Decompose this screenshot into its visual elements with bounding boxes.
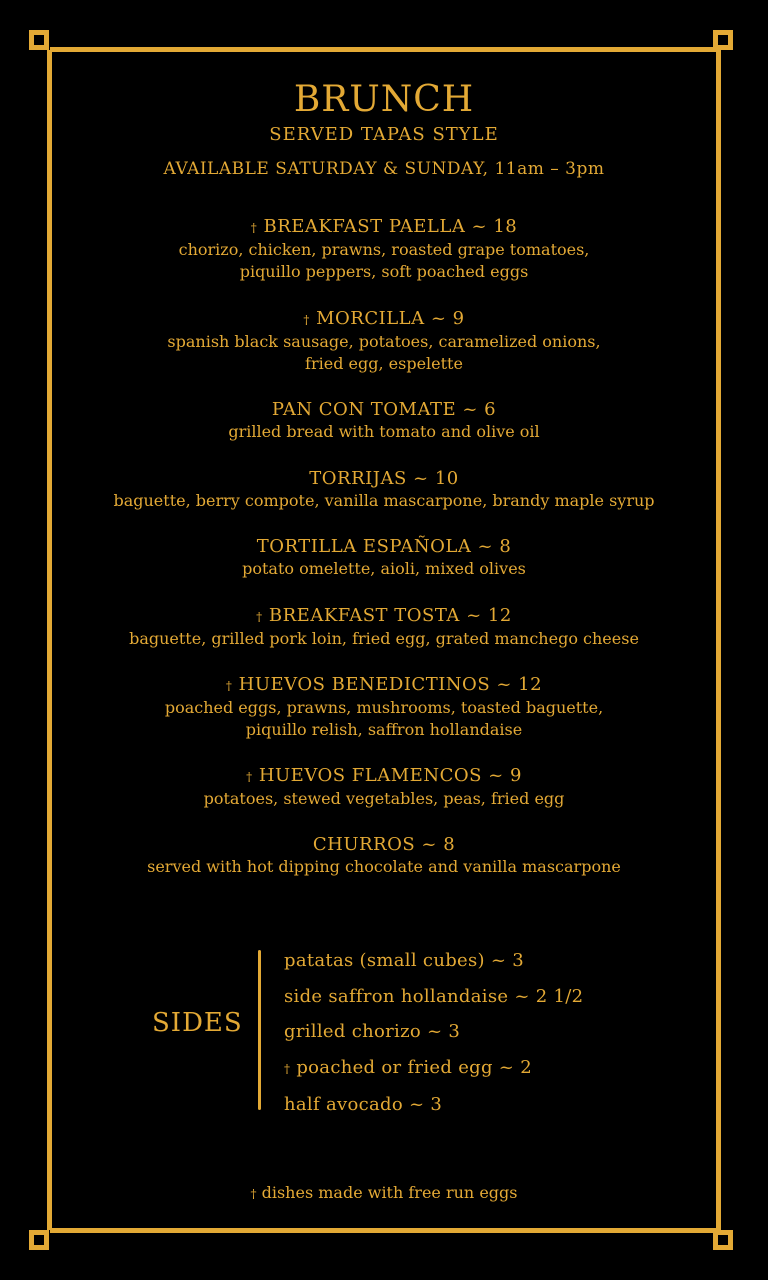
dish-item <box>20 308 748 375</box>
dish-name: TORRIJAS ~ 10 <box>309 468 459 489</box>
side-item: patatas (small cubes) ~ 3 <box>284 950 525 971</box>
dagger-mark: † <box>303 313 310 327</box>
frame-corner-bottom-left <box>29 1230 49 1250</box>
free-run-eggs-footnote: † dishes made with free run eggs <box>250 1183 518 1202</box>
side-item: † poached or fried egg ~ 2 <box>284 1056 532 1078</box>
dagger-mark: † <box>256 610 263 624</box>
side-item: grilled chorizo ~ 3 <box>284 1021 461 1042</box>
dagger-mark: † <box>284 1061 291 1076</box>
dagger-mark: † <box>250 221 258 235</box>
dish-name: † BREAKFAST PAELLA ~ 18 <box>250 216 518 237</box>
frame-corner-top-left <box>29 30 49 50</box>
dish-description: baguette, berry compote, vanilla mascarpone, brandy maple syrup <box>113 491 655 510</box>
dish-name: † HUEVOS FLAMENCOS ~ 9 <box>246 765 522 786</box>
dish-description: grilled bread with tomato and olive oil <box>228 422 540 441</box>
side-item: side saffron hollandaise ~ 2 1/2 <box>284 985 584 1007</box>
frame-bottom-line <box>50 1228 718 1233</box>
dish-name: TORTILLA ESPAÑOLA ~ 8 <box>256 536 512 557</box>
dagger-mark: † <box>225 679 233 693</box>
dish-item <box>20 674 748 741</box>
dish-item <box>20 605 748 650</box>
dish-description: piquillo relish, saffron hollandaise <box>245 720 523 739</box>
dish-item <box>20 765 748 810</box>
frame-corner-bottom-right <box>713 1230 733 1250</box>
dish-description: piquillo peppers, soft poached eggs <box>239 262 529 281</box>
dish-item <box>20 399 748 443</box>
sides-list <box>284 943 583 1123</box>
dish-name: CHURROS ~ 8 <box>312 834 456 855</box>
dagger-mark: † <box>246 770 253 784</box>
dish-name: † MORCILLA ~ 9 <box>303 308 465 329</box>
menu-title: BRUNCH <box>293 79 475 120</box>
sides-divider <box>258 950 261 1110</box>
dagger-mark: † <box>250 1187 257 1201</box>
dish-name: † HUEVOS BENEDICTINOS ~ 12 <box>225 674 543 695</box>
dish-item <box>20 834 748 878</box>
frame-top-line <box>50 47 718 52</box>
dish-description: fried egg, espelette <box>305 354 463 373</box>
dish-description: potatoes, stewed vegetables, peas, fried egg <box>203 789 565 808</box>
dish-description: poached eggs, prawns, mushrooms, toasted baguette, <box>164 698 604 717</box>
dish-description: spanish black sausage, potatoes, caramelized onions, <box>167 332 601 351</box>
dish-description: baguette, grilled pork loin, fried egg, grated manchego cheese <box>129 629 639 648</box>
dish-item <box>20 536 748 580</box>
dish-description: potato omelette, aioli, mixed olives <box>242 559 526 578</box>
dish-description: chorizo, chicken, prawns, roasted grape tomatoes, <box>178 240 590 259</box>
dish-item <box>20 468 748 512</box>
dish-name: PAN CON TOMATE ~ 6 <box>271 399 497 420</box>
side-item: half avocado ~ 3 <box>284 1094 443 1115</box>
dish-name: † BREAKFAST TOSTA ~ 12 <box>256 605 512 626</box>
dish-description: served with hot dipping chocolate and vanilla mascarpone <box>147 857 621 876</box>
frame-corner-top-right <box>713 30 733 50</box>
availability-text: AVAILABLE SATURDAY & SUNDAY, 11am – 3pm <box>163 159 605 179</box>
dish-item <box>20 216 748 283</box>
sides-heading: SIDES <box>152 1008 243 1038</box>
menu-subtitle: SERVED TAPAS STYLE <box>269 124 499 145</box>
